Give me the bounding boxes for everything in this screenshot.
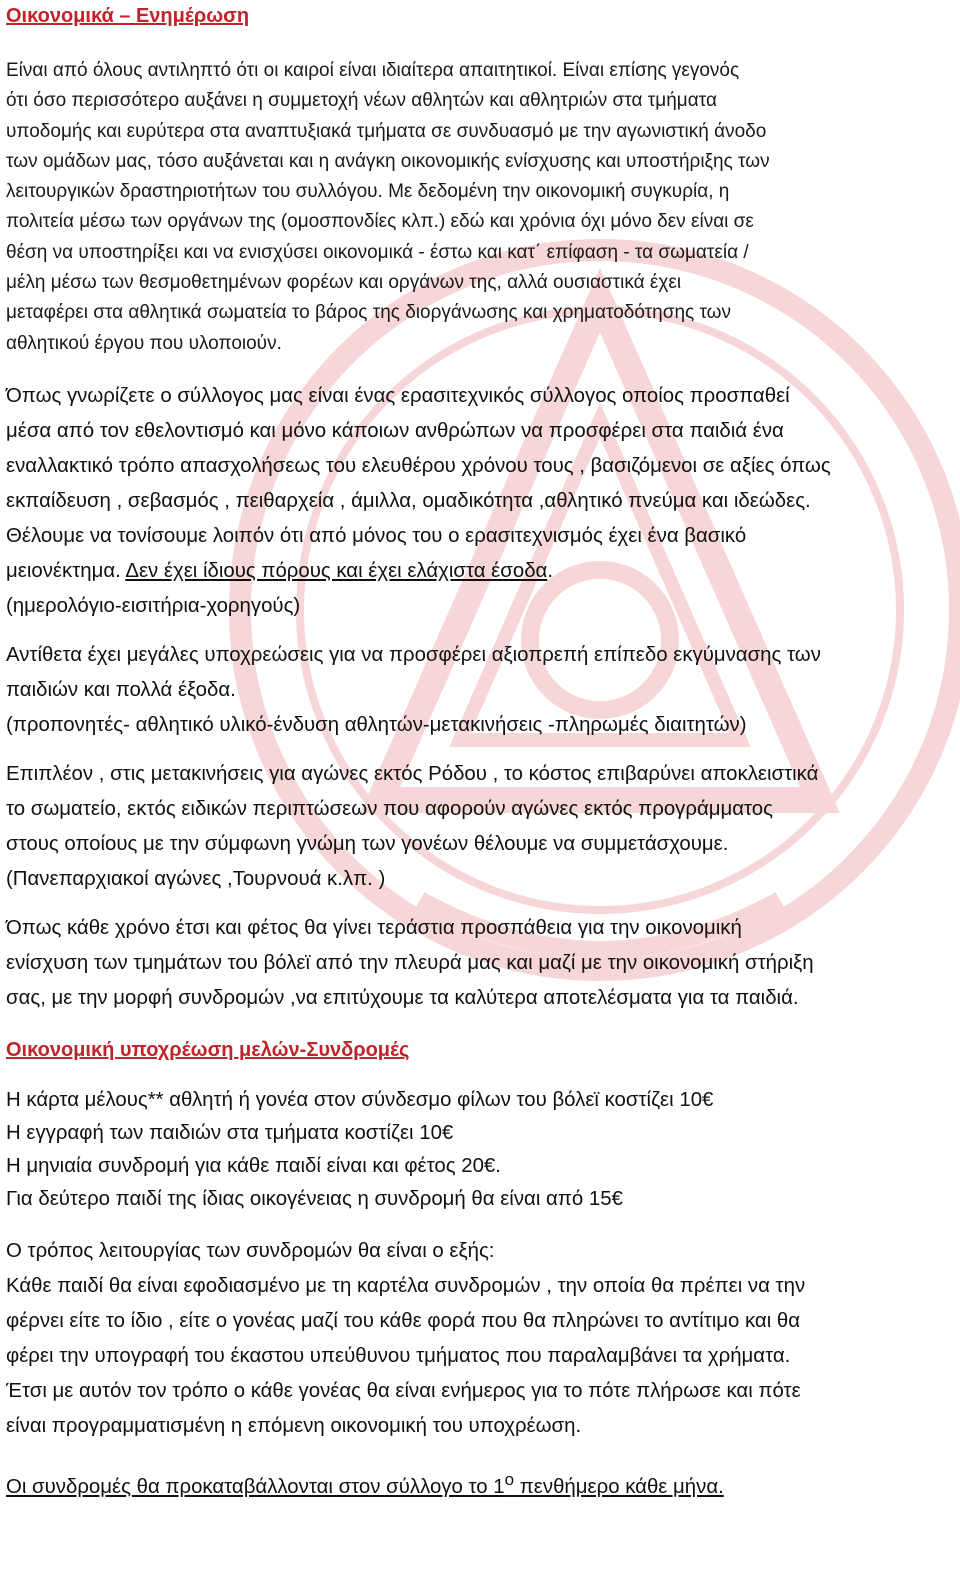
paragraph-line — [6, 554, 954, 589]
paragraph-line: στους οποίους με την σύμφωνη γνώμη των γονέων θέλουμε να συμμετάσχουμε. — [6, 832, 729, 855]
fee-item: Η μηνιαία συνδρομή για κάθε παιδί είναι και φέτος 20€. — [6, 1154, 501, 1177]
final-suffix: πενθήμερο κάθε μήνα. — [514, 1475, 724, 1498]
ordinal-superscript: ο — [504, 1469, 515, 1489]
intro-line: ότι όσο περισσότερο αυξάνει η συμμετοχή νέων αθλητών και αθλητριών στα τμήματα — [6, 90, 717, 112]
intro-line: θέση να υποστηρίξει και να ενισχύσει οικονομικά - έστω και κατ΄ επίφαση - τα σωματεία / — [6, 241, 749, 263]
paragraph-line: Όπως γνωρίζετε ο σύλλογος μας είναι ένας ερασιτεχνικός σύλλογος οποίος προσπαθεί — [6, 384, 790, 407]
procedure-paragraph — [6, 1234, 954, 1444]
paragraph-line: (Πανεπαρχιακοί αγώνες ,Τουρνουά κ.λπ. ) — [6, 867, 386, 890]
paragraph-line: μέσα από τον εθελοντισμό και μόνο κάποιων ανθρώπων να προσφέρει στα παιδιά ένα — [6, 419, 784, 442]
fees-list — [6, 1084, 954, 1216]
intro-line: μεταφέρει στα αθλητικά σωματεία το βάρος της διοργάνωσης και χρηματοδότησης των — [6, 302, 732, 324]
line-suffix: . — [547, 559, 554, 582]
paragraph-line: το σωματείο, εκτός ειδικών περιπτώσεων που αφορούν αγώνες εκτός προγράμματος — [6, 797, 773, 820]
amateur-paragraph — [6, 379, 954, 624]
final-prefix: Οι συνδρομές θα προκαταβάλλονται στον σύλλογο το 1 — [6, 1475, 505, 1498]
paragraph-line: Θέλουμε να τονίσουμε λοιπόν ότι από μόνος του ο ερασιτεχνισμός έχει ένα βασικό — [6, 524, 747, 547]
paragraph-line: (προπονητές- αθλητικό υλικό-ένδυση αθλητών-μετακινήσεις -πληρωμές διαιτητών) — [6, 713, 747, 736]
paragraph-line: φέρνει είτε το ίδιο , είτε ο γονέας μαζί του κάθε φορά που θα πληρώνει το αντίτιμο και θα — [6, 1309, 801, 1332]
paragraph-line: φέρει την υπογραφή του έκαστου υπεύθυνου τμήματος που παραλαμβάνει τα χρήματα. — [6, 1344, 791, 1367]
paragraph-line: εκπαίδευση , σεβασμός , πειθαρχεία , άμιλλα, ομαδικότητα ,αθλητικό πνεύμα και ιδεώδες. — [6, 489, 811, 512]
intro-line: μέλη μέσω των θεσμοθετημένων φορέων και οργάνων της, αλλά ουσιαστικά έχει — [6, 272, 682, 294]
line-prefix: μειονέκτημα. — [6, 559, 126, 582]
page-title: Οικονομικά – Ενημέρωση — [6, 5, 250, 27]
fee-item: Για δεύτερο παιδί της ίδιας οικογένειας η συνδρομή θα είναι από 15€ — [6, 1187, 623, 1210]
paragraph-line: εναλλακτικό τρόπο απασχολήσεως του ελευθέρου χρόνου τους , βασιζόμενοι σε αξίες όπως — [6, 454, 831, 477]
underlined-statement: Δεν έχει ίδιους πόρους και έχει ελάχιστα έσοδα — [125, 559, 548, 582]
intro-line: πολιτεία μέσω των οργάνων της (ομοσπονδίες κλπ.) εδώ και χρόνια όχι μόνο δεν είναι σε — [6, 211, 754, 233]
intro-line: υποδομής και ευρύτερα στα αναπτυξιακά τμήματα σε συνδυασμό με την αγωνιστική άνοδο — [6, 120, 767, 142]
travel-paragraph — [6, 757, 954, 897]
paragraph-line: Αντίθετα έχει μεγάλες υποχρεώσεις για να προσφέρει αξιοπρεπή επίπεδο εκγύμνασης των — [6, 643, 821, 666]
intro-line: αθλητικού έργου που υλοποιούν. — [6, 332, 282, 354]
section-title-fees: Οικονομική υποχρέωση μελών-Συνδρομές — [6, 1038, 410, 1061]
fee-item: Η κάρτα μέλους** αθλητή ή γονέα στον σύνδεσμο φίλων του βόλεϊ κοστίζει 10€ — [6, 1088, 714, 1111]
paragraph-line: παιδιών και πολλά έξοδα. — [6, 678, 236, 701]
obligations-paragraph — [6, 638, 954, 743]
paragraph-line: είναι προγραμματισμένη η επόμενη οικονομική του υποχρέωση. — [6, 1414, 582, 1437]
fee-item: Η εγγραφή των παιδιών στα τμήματα κοστίζει 10€ — [6, 1121, 454, 1144]
paragraph-line: Κάθε παιδί θα είναι εφοδιασμένο με τη καρτέλα συνδρομών , την οποία θα πρέπει να την — [6, 1274, 806, 1297]
paragraph-line: σας, με την μορφή συνδρομών ,να επιτύχουμε τα καλύτερα αποτελέσματα για τα παιδιά. — [6, 986, 799, 1009]
support-paragraph — [6, 911, 954, 1016]
intro-line: Είναι από όλους αντιληπτό ότι οι καιροί είναι ιδιαίτερα απαιτητικοί. Είναι επίσης γεγονός — [6, 60, 740, 81]
final-notice — [6, 1462, 954, 1505]
paragraph-line: Ο τρόπος λειτουργίας των συνδρομών θα είναι ο εξής: — [6, 1239, 495, 1262]
intro-paragraph — [6, 56, 954, 359]
intro-line: λειτουργικών δραστηριοτήτων του συλλόγου. Με δεδομένη την οικονομική συγκυρία, η — [6, 181, 730, 203]
paragraph-line: Έτσι με αυτόν τον τρόπο ο κάθε γονέας θα είναι ενήμερος για το πότε πλήρωσε και πότε — [6, 1379, 801, 1402]
intro-line: των ομάδων μας, τόσο αυξάνεται και η ανάγκη οικονομικής ενίσχυσης και υποστήριξης των — [6, 150, 770, 172]
paragraph-note: (ημερολόγιο-εισιτήρια-χορηγούς) — [6, 594, 301, 617]
paragraph-line: Όπως κάθε χρόνο έτσι και φέτος θα γίνει τεράστια προσπάθεια για την οικονομική — [6, 916, 742, 939]
paragraph-line: Επιπλέον , στις μετακινήσεις για αγώνες εκτός Ρόδου , το κόστος επιβαρύνει αποκλειστικά — [6, 762, 819, 785]
paragraph-line: ενίσχυση των τμημάτων του βόλεϊ από την πλευρά μας και μαζί με την οικονομική στήριξη — [6, 951, 814, 974]
